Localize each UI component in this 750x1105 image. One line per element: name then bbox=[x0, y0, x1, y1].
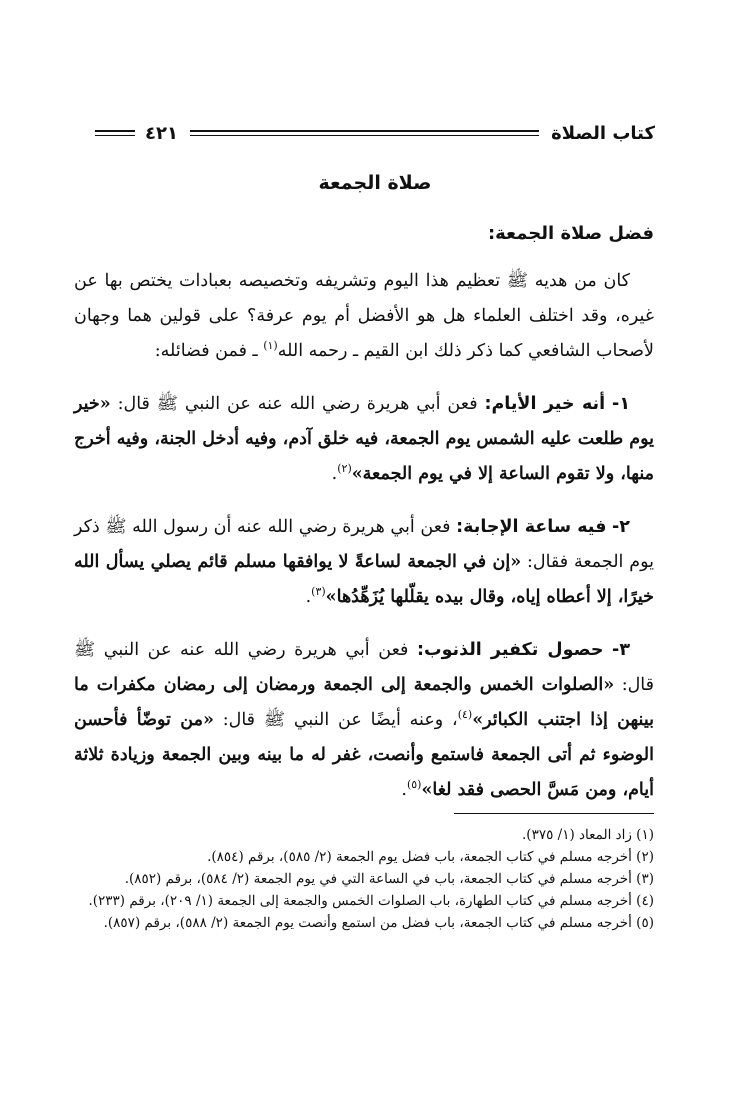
footnote: (٣) أخرجه مسلم في كتاب الجمعة، باب في الساعة التي في يوم الجمعة (٢/ ٥٨٤)، برقم (٨٥٢). bbox=[124, 871, 654, 887]
hadith-quote: «إن في الجمعة لساعةً لا يوافقها مسلم قائم يصلي يسأل الله خيرًا، إلا أعطاه إياه، وقال بيده يقلّلها يُزَهِّدُها» bbox=[74, 552, 654, 607]
footnote-ref: (٢) bbox=[337, 462, 352, 476]
point-number: ٣- bbox=[612, 640, 630, 660]
point-number: ١- bbox=[612, 394, 630, 414]
point-number: ٢- bbox=[612, 517, 630, 537]
point-2 bbox=[74, 510, 654, 615]
point-mid: ، وعنه أيضًا عن النبي ﷺ قال: bbox=[213, 710, 458, 730]
point-tail: . bbox=[305, 587, 312, 607]
point-title: حصول تكفير الذنوب: bbox=[417, 640, 604, 660]
section-title: صلاة الجمعة bbox=[318, 172, 432, 194]
hadith-quote: «الصلوات الخمس والجمعة إلى الجمعة ورمضان إلى رمضان مكفرات ما بينهن إذا اجتنب الكبائر» bbox=[74, 675, 654, 730]
point-text: فعن أبي هريرة رضي الله عنه عن النبي ﷺ قال: bbox=[110, 394, 485, 414]
footnote-separator bbox=[454, 813, 654, 814]
page-number: ٤٢١ bbox=[145, 122, 178, 144]
footnote-ref: (٤) bbox=[457, 708, 473, 722]
point-title: فيه ساعة الإجابة: bbox=[456, 517, 607, 537]
footnote: (٥) أخرجه مسلم في كتاب الجمعة، باب فضل من استمع وأنصت يوم الجمعة (٢/ ٥٨٨)، برقم (٨٥٧). bbox=[103, 915, 654, 931]
intro-paragraph bbox=[74, 264, 654, 369]
point-1 bbox=[74, 387, 654, 492]
point-3 bbox=[74, 633, 654, 808]
point-text: فعن أبي هريرة رضي الله عنه عن النبي ﷺ قال: bbox=[74, 640, 655, 695]
body-text bbox=[74, 264, 654, 826]
hadith-quote: «خير يوم طلعت عليه الشمس يوم الجمعة، فيه خلق آدم، وفيه أدخل الجنة، وفيه أخرج منها، ولا تقوم الساعة إلا في يوم الجمعة» bbox=[74, 394, 654, 484]
intro-tail: ـ فمن فضائله: bbox=[154, 341, 264, 361]
intro-text: كان من هديه ﷺ تعظيم هذا اليوم وتشريفه وتخصيصه بعبادات يختص بها عن غيره، وقد اختلف العلماء هل هو الأفضل أم يوم عرفة؟ على قولين هما وجهان لأصحاب الشافعي كما ذكر ذلك ابن القيم ـ رحمه الله bbox=[74, 271, 654, 361]
point-text: فعن أبي هريرة رضي الله عنه أن رسول الله ﷺ ذكر يوم الجمعة فقال: bbox=[74, 517, 654, 572]
header-rule bbox=[190, 130, 539, 136]
footnote-ref: (١) bbox=[263, 339, 278, 353]
footnote: (١) زاد المعاد (١/ ٣٧٥). bbox=[522, 827, 654, 843]
header-rule-short bbox=[95, 130, 135, 136]
running-header bbox=[95, 115, 655, 151]
running-title: كتاب الصلاة bbox=[551, 122, 655, 144]
point-tail: . bbox=[331, 464, 338, 484]
hadith-quote: «من توضّأ فأحسن الوضوء ثم أتى الجمعة فاستمع وأنصت، غفر له ما بينه وبين الجمعة وزيادة ثلاثة أيام، ومن مَسَّ الحصى فقد لغا» bbox=[74, 710, 654, 800]
footnotes bbox=[74, 824, 654, 934]
footnote-ref: (٥) bbox=[406, 778, 422, 792]
point-title: أنه خير الأيام: bbox=[484, 394, 606, 414]
footnote: (٢) أخرجه مسلم في كتاب الجمعة، باب فضل يوم الجمعة (٢/ ٥٨٥)، برقم (٨٥٤). bbox=[207, 849, 654, 865]
subsection-title: فضل صلاة الجمعة: bbox=[487, 223, 654, 244]
point-tail: . bbox=[401, 780, 407, 800]
footnote: (٤) أخرجه مسلم في كتاب الطهارة، باب الصلوات الخمس والجمعة إلى الجمعة (١/ ٢٠٩)، برقم (٢٣٣). bbox=[88, 893, 654, 909]
footnote-ref: (٣) bbox=[311, 585, 326, 599]
